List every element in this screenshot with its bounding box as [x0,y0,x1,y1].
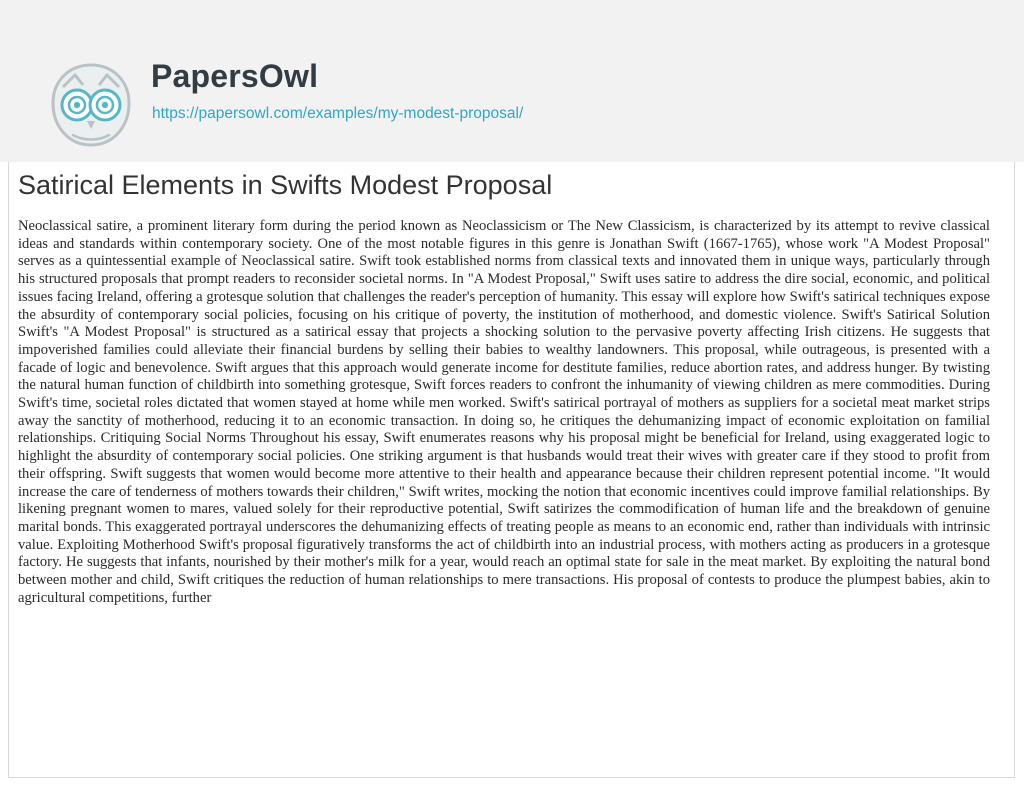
essay-title: Satirical Elements in Swifts Modest Proposal [18,170,553,200]
source-url-link[interactable]: https://papersowl.com/examples/my-modest-proposal/ [152,105,524,122]
brand-name[interactable]: PapersOwl [151,58,319,94]
essay-body: Neoclassical satire, a prominent literary form during the period known as Neoclassicism or The New Classicism, is characterized by its attempt to revive classical ideas and standards within contemporary society. One of the most notable figures in this genre is Jonathan Swift (1667-1765), whose work "A Modest Proposal" serves as a quintessential example of Neoclassical satire. Swift took established norms from classical texts and innovated them in unique ways, particularly through his structured proposals that prompt readers to reconsider societal norms. In "A Modest Proposal," Swift uses satire to address the dire social, economic, and political issues facing Ireland, offering a grotesque solution that challenges the reader's perception of humanity. This essay will explore how Swift's satirical techniques expose the absurdity of contemporary social policies, focusing on his critique of poverty, the institution of motherhood, and domestic violence. Swift's Satirical Solution Swift's "A Modest Proposal" is structured as a satirical essay that projects a shocking solution to the pervasive poverty affecting Irish citizens. He suggests that impoverished families could alleviate their financial burdens by selling their babies to wealthy landowners. This proposal, while outrageous, is presented with a facade of logic and benevolence. Swift argues that this approach would generate income for destitute families, reduce abortion rates, and address hunger. By twisting the natural human function of childbirth into something grotesque, Swift forces readers to confront the inhumanity of viewing children as mere commodities. During Swift's time, societal roles dictated that women stayed at home while men worked. Swift's satirical portrayal of mothers as suppliers for a societal meat market strips away the sanctity of motherhood, reducing it to an economic transaction. In doing so, he critiques the dehumanizing impact of economic exploitation on familial relationships. Critiquing Social Norms Throughout his essay, Swift enumerates reasons why his proposal might be beneficial for Ireland, using exaggerated logic to highlight the absurdity of contemporary social policies. One striking argument is that husbands would treat their wives with greater care if they stood to profit from their offspring. Swift suggests that women would become more attentive to their health and appearance because their children represent potential income. "It would increase the care of tenderness of mothers towards their children," Swift writes, mocking the notion that economic incentives could improve familial relationships. By likening pregnant women to mares, valued solely for their reproductive potential, Swift satirizes the commodification of human life and the breakdown of genuine marital bonds. This exaggerated portrayal underscores the dehumanizing effects of treating people as means to an economic end, rather than individuals with intrinsic value. Exploiting Motherhood Swift's proposal figuratively transforms the act of childbirth into an industrial process, with mothers acting as producers in a grotesque factory. He suggests that infants, nourished by their mother's milk for a year, would reach an optimal state for sale in the meat market. By exploiting the natural bond between mother and child, Swift critiques the reduction of human relationships to mere transactions. His proposal of contests to produce the plumpest babies, akin to agricultural competitions, further [18,218,990,606]
site-header [0,0,1024,162]
owl-logo-icon[interactable] [47,61,135,149]
